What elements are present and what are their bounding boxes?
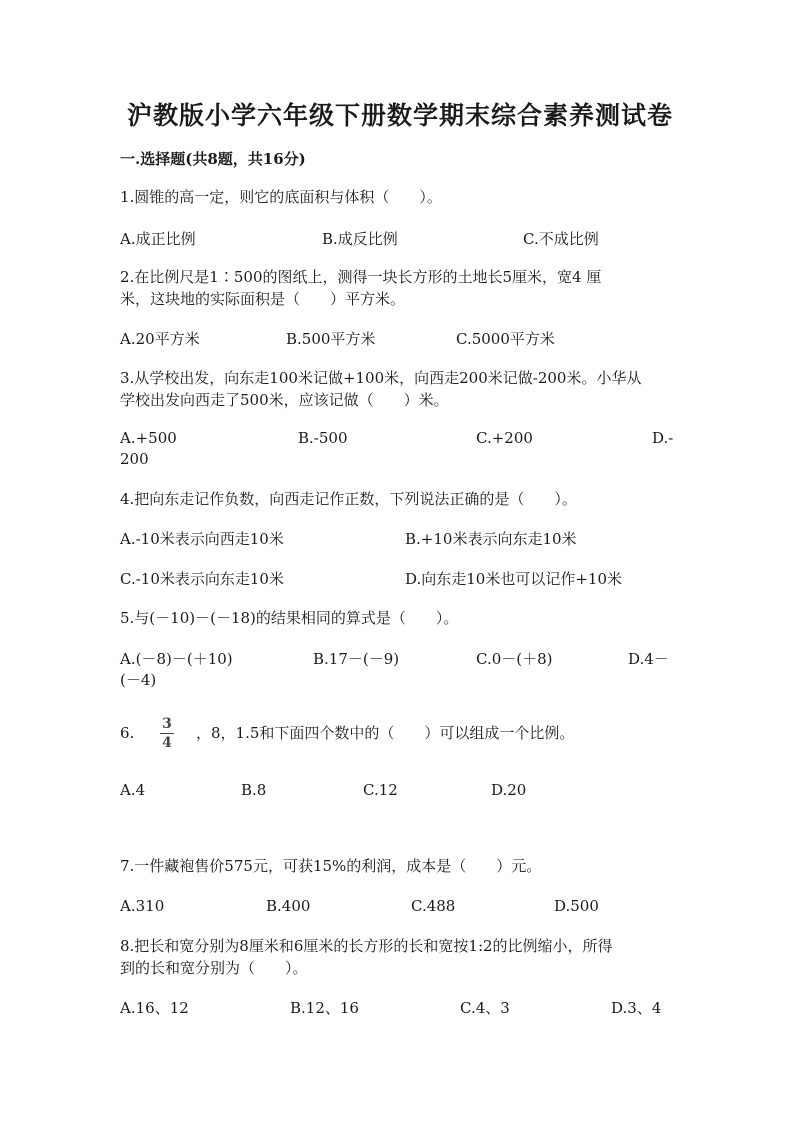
question-5-option-a: A.(－8)－(＋10) [120,650,233,668]
question-2-option-c: C.5000平方米 [456,330,555,348]
question-3-option-d: D.- [652,429,674,447]
question-5-option-d: D.4－ [628,650,669,668]
page-title: 沪教版小学六年级下册数学期末综合素养测试卷 [126,101,673,130]
question-4-option-c: C.-10米表示向东走10米 [120,570,284,588]
question-1-stem: 1.圆锥的高一定，则它的底面积与体积（ ）。 [120,188,442,206]
question-7-option-b: B.400 [266,897,311,915]
question-8-stem-line-2: 到的长和宽分别为（ ）。 [120,959,308,977]
question-6-option-d: D.20 [491,781,527,799]
question-4-option-a: A.-10米表示向西走10米 [120,530,284,548]
question-5-option-c: C.0－(＋8) [476,650,553,668]
question-8-stem-line-1: 8.把长和宽分别为8厘米和6厘米的长方形的长和宽按1:2的比例缩小，所得 [120,937,613,955]
question-8-option-b: B.12、16 [290,999,359,1017]
section-heading: 一.选择题(共8题，共16分) [120,150,306,168]
question-3-option-d-wrap: 200 [120,450,149,468]
question-8-option-a: A.16、12 [120,999,189,1017]
question-2-stem-line-2: 米，这块地的实际面积是（ ）平方米。 [120,290,406,308]
question-6-stem: ，8，1.5和下面四个数中的（ ）可以组成一个比例。 [196,724,575,742]
question-2-option-a: A.20平方米 [120,330,200,348]
question-4-option-d: D.向东走10米也可以记作+10米 [405,570,623,588]
question-5-option-b: B.17－(－9) [313,650,400,668]
question-7-option-a: A.310 [120,897,165,915]
question-3-option-b: B.-500 [298,429,348,447]
question-3-option-c: C.+200 [476,429,533,447]
question-5-option-d-wrap: (－4) [120,671,157,689]
question-7-stem: 7.一件藏袍售价575元，可获15%的利润，成本是（ ）元。 [120,857,542,875]
question-1-option-a: A.成正比例 [120,230,196,248]
question-7-option-c: C.488 [411,897,456,915]
question-7-option-d: D.500 [554,897,599,915]
fraction-numerator: 3 [162,716,172,732]
question-2-option-b: B.500平方米 [286,330,376,348]
fraction-bar [160,733,174,734]
question-3-stem-line-1: 3.从学校出发，向东走100米记做+100米，向西走200米记做-200米。小华从 [120,369,642,387]
question-5-stem: 5.与(－10)－(－18)的结果相同的算式是（ ）。 [120,609,459,627]
question-1-option-c: C.不成比例 [523,230,599,248]
question-3-stem-line-2: 学校出发向西走了500米，应该记做（ ）米。 [120,391,449,409]
question-6-option-c: C.12 [363,781,398,799]
question-8-option-c: C.4、3 [460,999,510,1017]
question-1-option-b: B.成反比例 [322,230,398,248]
question-6-number: 6. [120,724,135,742]
question-4-option-b: B.+10米表示向东走10米 [405,530,577,548]
question-6-option-b: B.8 [241,781,267,799]
question-3-option-a: A.+500 [120,429,177,447]
question-8-option-d: D.3、4 [611,999,662,1017]
question-4-stem: 4.把向东走记作负数，向西走记作正数，下列说法正确的是（ ）。 [120,490,577,508]
question-6-option-a: A.4 [120,781,146,799]
question-2-stem-line-1: 2.在比例尺是1∶500的图纸上，测得一块长方形的土地长5厘米，宽4 厘 [120,268,602,286]
fraction-denominator: 4 [162,735,172,751]
fraction-three-quarters [160,716,174,751]
